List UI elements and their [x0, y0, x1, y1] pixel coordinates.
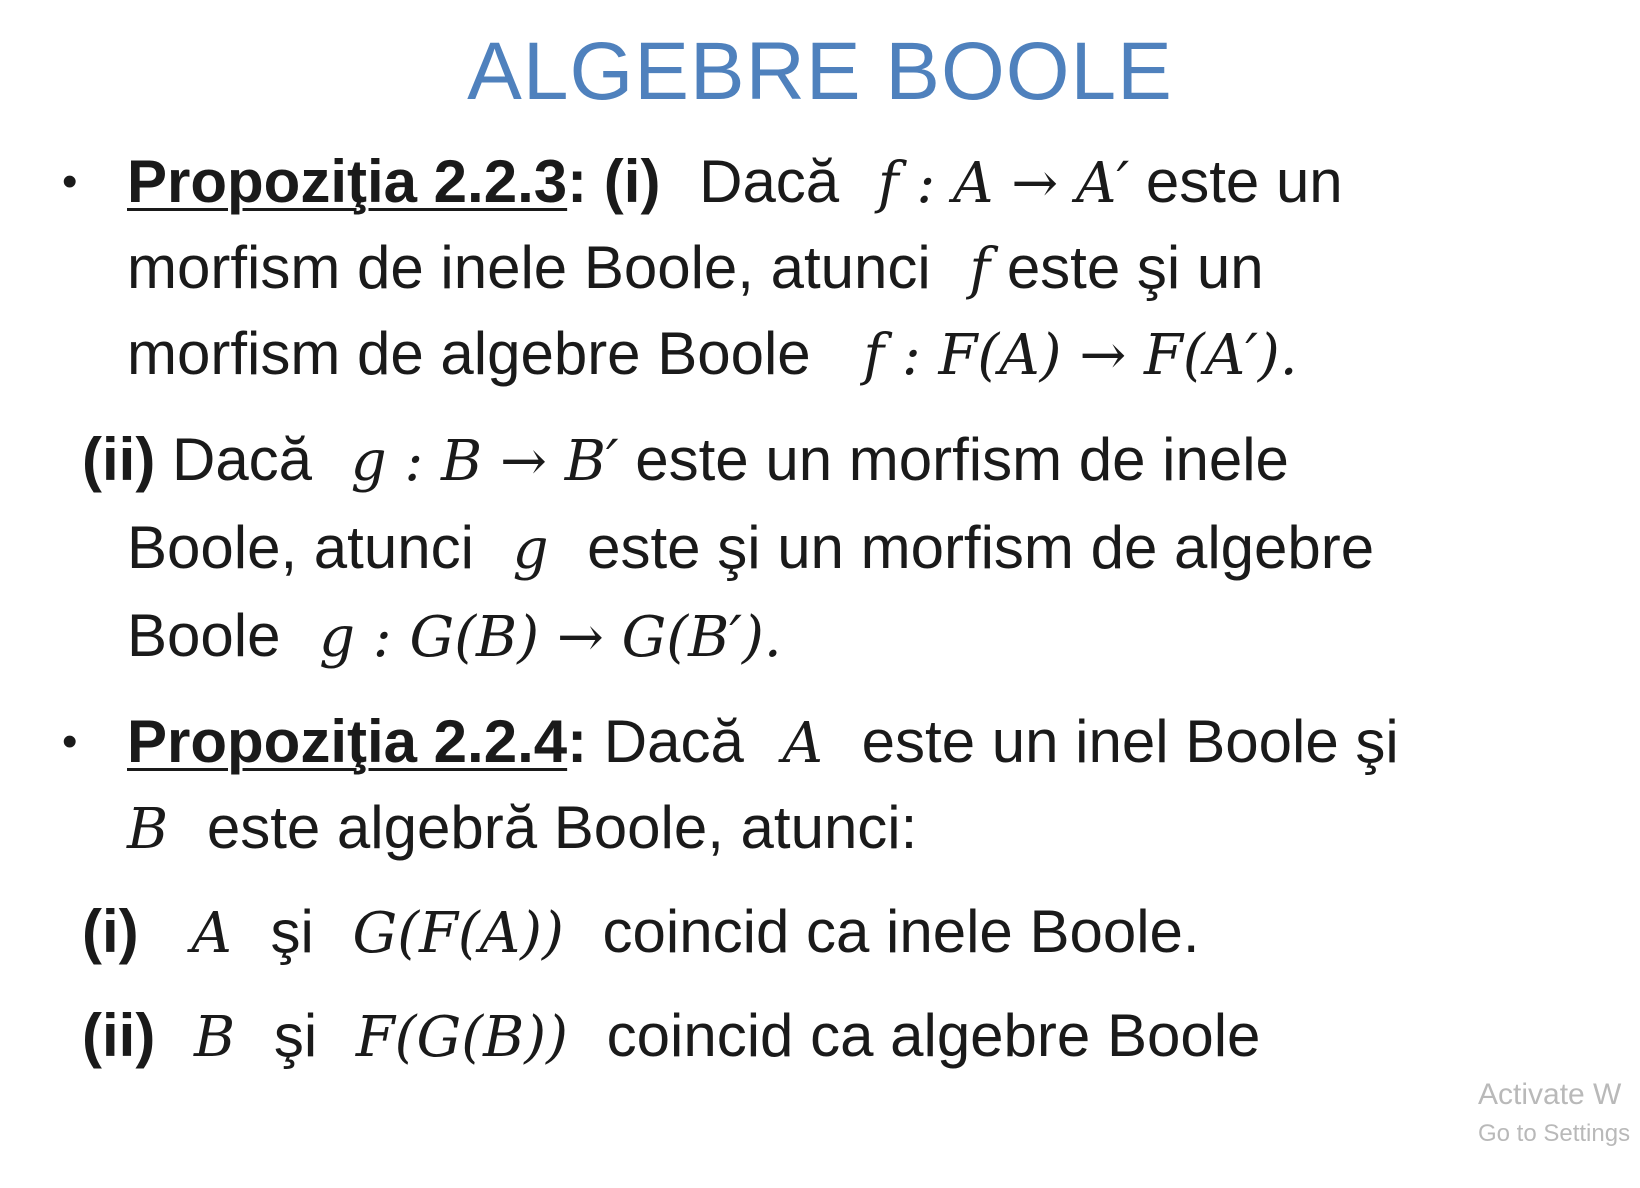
prop223-part-i-label: (i) [603, 148, 661, 215]
prop223-l1-text-a: Dacă [699, 148, 840, 215]
prop223-line-4 [82, 424, 1289, 498]
prop223-l3-math: f : F(A) → F(A′). [863, 323, 1298, 388]
prop223-line-5 [127, 512, 1374, 586]
prop223-l3-text-a: morfism de algebre Boole [127, 320, 811, 387]
prop223-l1-math: f : A → A′ [877, 151, 1130, 216]
prop224-ii-text-a: şi [273, 1002, 318, 1069]
prop224-i-text-b: coincid ca inele Boole. [602, 898, 1200, 965]
prop223-l4-text-b: este un morfism de inele [635, 426, 1289, 493]
bullet-icon: • [62, 717, 78, 766]
prop223-line-1 [127, 146, 1343, 220]
prop223-l5-text-a: Boole, atunci [127, 514, 474, 581]
prop223-l5-text-b: este şi un morfism de algebre [587, 514, 1375, 581]
prop224-ii-text-b: coincid ca algebre Boole [606, 1002, 1261, 1069]
prop224-l2-text-b: este algebră Boole, atunci: [206, 794, 918, 861]
prop223-l6-math: g : G(B) → G(B′). [319, 605, 782, 670]
activation-watermark-line2[interactable]: Go to Settings [1478, 1120, 1631, 1147]
slide-title: ALGEBRE BOOLE [467, 26, 1173, 117]
prop224-ii-math-b: F(G(B)) [355, 1005, 568, 1070]
prop224-part-ii-label: (ii) [82, 1002, 156, 1069]
prop224-line-i [82, 896, 1200, 970]
prop223-part-ii-label: (ii) [82, 426, 156, 493]
prop223-l6-text-a: Boole [127, 602, 281, 669]
prop223-colon: : [567, 148, 588, 215]
prop223-l2-text-b: este şi un [1006, 234, 1264, 301]
prop224-l2-math: B [127, 797, 169, 862]
prop224-ii-math-a: B [193, 1005, 236, 1070]
prop223-l2-text-a: morfism de inele Boole, atunci [127, 234, 931, 301]
prop224-colon: : [567, 708, 588, 775]
prop224-line-2 [127, 792, 917, 866]
prop223-line-6 [127, 600, 782, 674]
prop224-l1-text-a: Dacă [603, 708, 744, 775]
prop224-i-text-a: şi [270, 898, 314, 965]
prop224-line-1 [127, 706, 1399, 780]
prop223-line-2 [127, 232, 1264, 306]
prop224-l1-math: A [782, 711, 823, 776]
prop223-l5-math: g [512, 517, 549, 582]
prop224-l1-text-b: este un inel Boole şi [861, 708, 1399, 775]
bullet-icon: • [62, 157, 78, 206]
prop224-heading: Propoziţia 2.2.4 [127, 708, 568, 775]
prop223-heading: Propoziţia 2.2.3 [127, 148, 568, 215]
prop224-part-i-label: (i) [82, 898, 139, 965]
prop224-i-math-a: A [191, 901, 232, 966]
prop223-l2-math: f [969, 237, 991, 302]
prop224-i-math-b: G(F(A)) [352, 901, 564, 966]
activation-watermark-line1: Activate W [1478, 1078, 1622, 1111]
prop223-l4-text-a: Dacă [171, 426, 313, 493]
prop223-line-3 [127, 318, 1298, 392]
prop223-l4-math: g : B → B′ [350, 429, 619, 494]
prop224-line-ii [82, 1000, 1260, 1074]
prop223-l1-text-b: este un [1145, 148, 1343, 215]
